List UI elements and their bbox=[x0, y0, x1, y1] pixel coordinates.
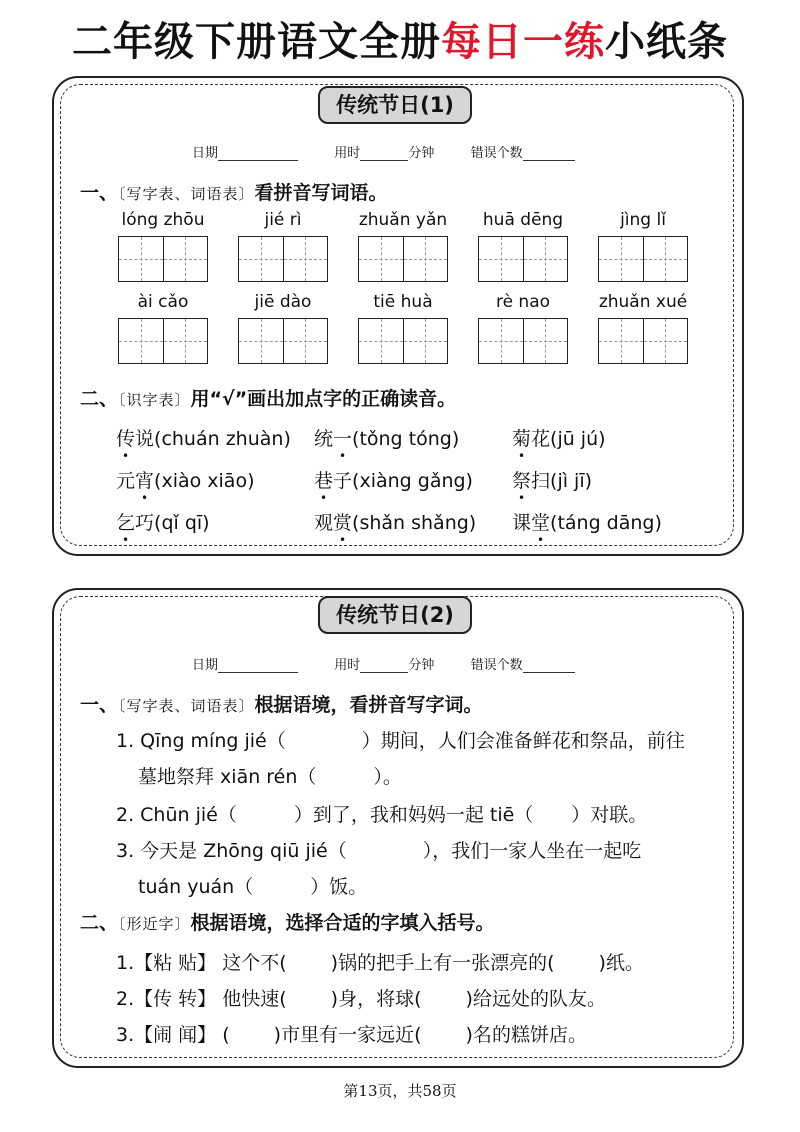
errors-blank[interactable] bbox=[523, 146, 575, 161]
sec-text: 看拼音写词语。 bbox=[254, 182, 388, 204]
reading-options: (táng dāng) bbox=[550, 512, 662, 534]
writing-grid[interactable] bbox=[598, 318, 688, 364]
card-1-section-1 bbox=[80, 178, 388, 205]
card-1-section-2 bbox=[80, 384, 456, 411]
date-label: 日期 bbox=[192, 658, 219, 673]
char: 说 bbox=[135, 428, 155, 450]
date-blank[interactable] bbox=[218, 146, 298, 161]
question-line[interactable]: 3. 今天是 Zhōng qiū jié（ ），我们一家人坐在一起吃 bbox=[116, 840, 642, 862]
writing-grid[interactable] bbox=[118, 318, 208, 364]
question-line[interactable]: 3.【闹 闻】 ( )市里有一家远近( )名的糕饼店。 bbox=[116, 1024, 587, 1046]
writing-grid[interactable] bbox=[238, 236, 328, 282]
pinyin: rè nao bbox=[495, 292, 551, 312]
reading-options: (jū jú) bbox=[550, 428, 606, 450]
dotted-char: 巷 bbox=[314, 470, 334, 492]
writing-grid[interactable] bbox=[118, 236, 208, 282]
char: 统 bbox=[314, 428, 334, 450]
time-blank[interactable] bbox=[360, 146, 408, 161]
date-blank[interactable] bbox=[218, 658, 298, 673]
reading-options: (tǒng tóng) bbox=[352, 428, 460, 450]
question-line[interactable]: 2.【传 转】 他快速( )身，将球( )给远处的队友。 bbox=[116, 988, 606, 1010]
char: 扫 bbox=[531, 470, 551, 492]
reading-choice[interactable] bbox=[116, 466, 254, 493]
card-2-meta bbox=[192, 654, 575, 673]
card-1-meta bbox=[192, 142, 575, 161]
pinyin: ài cǎo bbox=[137, 292, 189, 312]
sec-num: 二、 bbox=[80, 388, 119, 410]
pinyin: zhuǎn xué bbox=[598, 292, 688, 312]
reading-options: (chuán zhuàn) bbox=[154, 428, 291, 450]
reading-options: (shǎn shǎng) bbox=[352, 512, 477, 534]
reading-choice[interactable] bbox=[314, 508, 476, 535]
writing-grid[interactable] bbox=[598, 236, 688, 282]
writing-grid[interactable] bbox=[358, 236, 448, 282]
question-line[interactable]: 1.【粘 贴】 这个不( )锅的把手上有一张漂亮的( )纸。 bbox=[116, 952, 644, 974]
char: 花 bbox=[531, 428, 551, 450]
question-line[interactable]: 墓地祭拜 xiān rén（ ）。 bbox=[138, 766, 402, 788]
reading-choice[interactable] bbox=[116, 508, 210, 535]
errors-blank[interactable] bbox=[523, 658, 575, 673]
dotted-char: 祭 bbox=[512, 470, 532, 492]
char: 课 bbox=[512, 512, 532, 534]
dotted-char: 堂 bbox=[531, 512, 551, 534]
title-highlight: 每日一练 bbox=[441, 19, 605, 65]
date-label: 日期 bbox=[192, 146, 219, 161]
minute-label: 分钟 bbox=[408, 146, 435, 161]
char: 子 bbox=[333, 470, 353, 492]
page-footer: 第13页，共58页 bbox=[343, 1082, 457, 1100]
sec-num: 一、 bbox=[80, 182, 119, 204]
minute-label: 分钟 bbox=[408, 658, 435, 673]
reading-options: (qǐ qī) bbox=[154, 512, 210, 534]
sec-text: 用“√”画出加点字的正确读音。 bbox=[190, 388, 457, 410]
writing-grid[interactable] bbox=[478, 318, 568, 364]
question-line[interactable]: 1. Qīng míng jié（ ）期间，人们会准备鲜花和祭品，前往 bbox=[116, 730, 685, 752]
card-2-tab: 传统节日(2) bbox=[318, 596, 472, 634]
card-1-tab: 传统节日(1) bbox=[318, 86, 472, 124]
char: 观 bbox=[314, 512, 334, 534]
dotted-char: 一 bbox=[333, 428, 353, 450]
pinyin: zhuǎn yǎn bbox=[358, 210, 448, 230]
title-part2: 小纸条 bbox=[605, 19, 728, 65]
sec-text: 根据语境，看拼音写字词。 bbox=[254, 694, 483, 716]
reading-options: (xiàng gǎng) bbox=[352, 470, 473, 492]
card-2-section-1 bbox=[80, 690, 483, 717]
time-blank[interactable] bbox=[360, 658, 408, 673]
sec-tag: 〔形近字〕 bbox=[118, 915, 191, 933]
reading-choice[interactable] bbox=[512, 424, 606, 451]
sec-tag: 〔写字表、词语表〕 bbox=[118, 697, 255, 715]
page-title bbox=[0, 10, 800, 67]
reading-choice[interactable] bbox=[116, 424, 291, 451]
writing-grid[interactable] bbox=[478, 236, 568, 282]
question-line[interactable]: 2. Chūn jié（ ）到了，我和妈妈一起 tiē（ ）对联。 bbox=[116, 804, 648, 826]
dotted-char: 乞 bbox=[116, 512, 136, 534]
dotted-char: 宵 bbox=[135, 470, 155, 492]
errors-label: 错误个数 bbox=[470, 146, 523, 161]
reading-choice[interactable] bbox=[512, 466, 592, 493]
sec-num: 一、 bbox=[80, 694, 119, 716]
pinyin: jiē dào bbox=[254, 292, 312, 312]
sec-tag: 〔写字表、词语表〕 bbox=[118, 185, 255, 203]
writing-grid[interactable] bbox=[238, 318, 328, 364]
reading-choice[interactable] bbox=[314, 424, 459, 451]
card-2-section-2 bbox=[80, 908, 495, 935]
char: 元 bbox=[116, 470, 136, 492]
sec-text: 根据语境，选择合适的字填入括号。 bbox=[190, 912, 495, 934]
dotted-char: 菊 bbox=[512, 428, 532, 450]
time-label: 用时 bbox=[334, 146, 361, 161]
sec-tag: 〔识字表〕 bbox=[118, 391, 191, 409]
pinyin: lóng zhōu bbox=[121, 210, 205, 230]
question-line[interactable]: tuán yuán（ ）饭。 bbox=[138, 876, 368, 898]
sec-num: 二、 bbox=[80, 912, 119, 934]
title-part1: 二年级下册语文全册 bbox=[72, 19, 441, 65]
pinyin: tiē huà bbox=[373, 292, 433, 312]
reading-options: (jì jī) bbox=[550, 470, 593, 492]
char: 巧 bbox=[135, 512, 155, 534]
writing-grid[interactable] bbox=[358, 318, 448, 364]
pinyin: jìng lǐ bbox=[620, 210, 666, 230]
reading-choice[interactable] bbox=[314, 466, 473, 493]
pinyin: huā dēng bbox=[482, 210, 564, 230]
pinyin: jié rì bbox=[264, 210, 302, 230]
dotted-char: 传 bbox=[116, 428, 136, 450]
dotted-char: 赏 bbox=[333, 512, 353, 534]
reading-options: (xiào xiāo) bbox=[154, 470, 255, 492]
reading-choice[interactable] bbox=[512, 508, 662, 535]
errors-label: 错误个数 bbox=[470, 658, 523, 673]
time-label: 用时 bbox=[334, 658, 361, 673]
